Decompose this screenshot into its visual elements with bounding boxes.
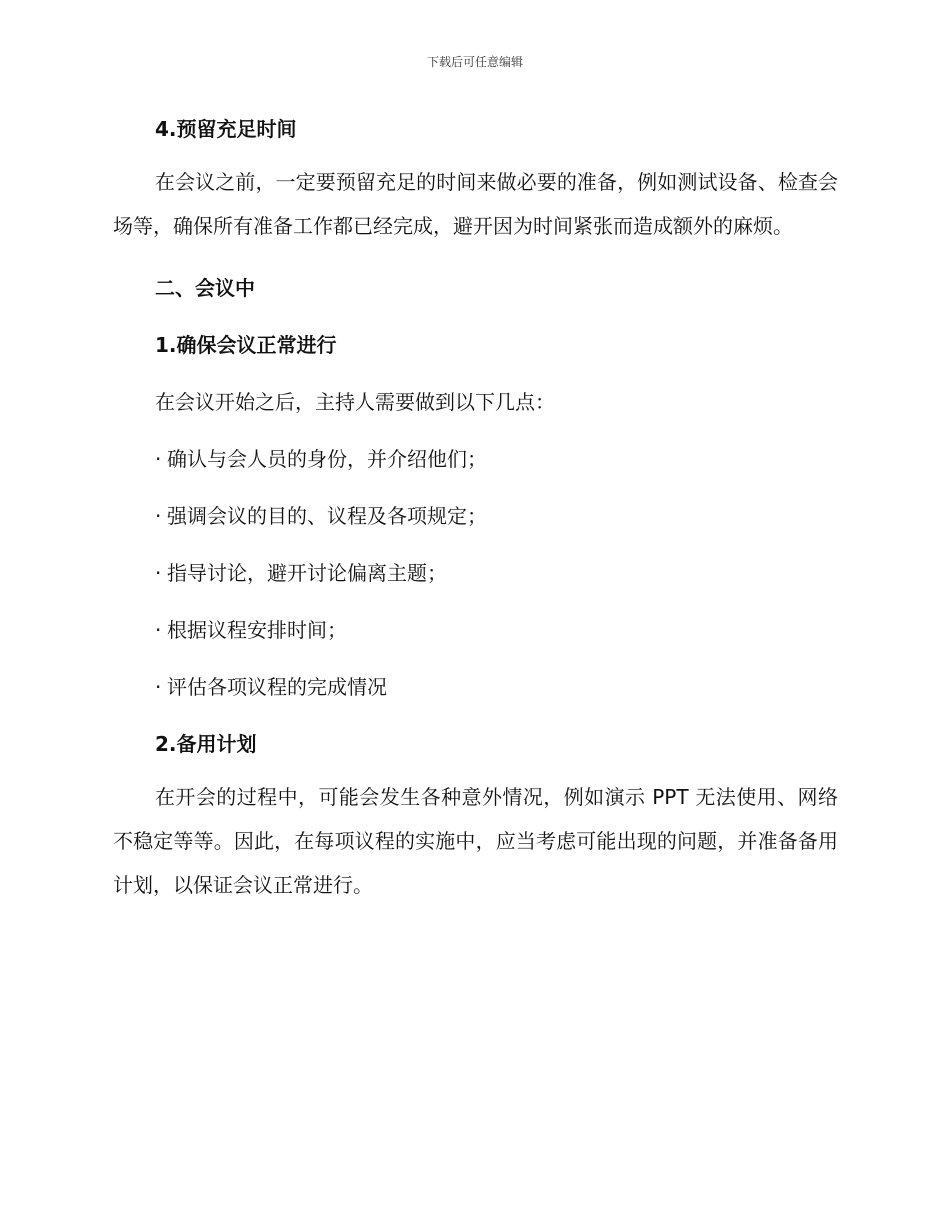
paragraph-host-intro: 在会议开始之后，主持人需要做到以下几点： <box>155 390 555 414</box>
bullet-text: 指导讨论，避开讨论偏离主题； <box>167 561 447 585</box>
bullet-text: 评估各项议程的完成情况 <box>167 675 387 699</box>
header-note: 下载后可任意编辑 <box>426 55 523 69</box>
bullet-item <box>113 556 838 590</box>
bullet-item <box>113 499 838 533</box>
bullet-text: 确认与会人员的身份，并介绍他们； <box>167 447 487 471</box>
bullet-marker: · <box>155 618 162 642</box>
bullet-marker: · <box>155 447 162 471</box>
bullet-marker: · <box>155 561 162 585</box>
heading-2-backup-plan: 2.备用计划 <box>155 732 257 756</box>
bullet-text: 根据议程安排时间； <box>167 618 347 642</box>
heading-1-ensure-normal: 1.确保会议正常进行 <box>155 333 337 357</box>
paragraph-reserve-time: 在会议之前，一定要预留充足的时间来做必要的准备，例如测试设备、检查会场等，确保所有准备工作都已经完成，避开因为时间紧张而造成额外的麻烦。 <box>113 170 838 238</box>
heading-4-reserve-time: 4.预留充足时间 <box>155 117 297 141</box>
bullet-item <box>113 670 838 704</box>
bullet-marker: · <box>155 675 162 699</box>
document-body <box>113 112 838 907</box>
heading-part-2-during-meeting: 二、会议中 <box>155 276 255 300</box>
bullet-text: 强调会议的目的、议程及各项规定； <box>167 504 487 528</box>
bullet-marker: · <box>155 504 162 528</box>
bullet-item <box>113 442 838 476</box>
bullet-item <box>113 613 838 647</box>
paragraph-backup-plan: 在开会的过程中，可能会发生各种意外情况，例如演示 PPT 无法使用、网络不稳定等等。因此，在每项议程的实施中，应当考虑可能出现的问题，并准备备用计划，以保证会议正常进行。 <box>113 785 838 897</box>
